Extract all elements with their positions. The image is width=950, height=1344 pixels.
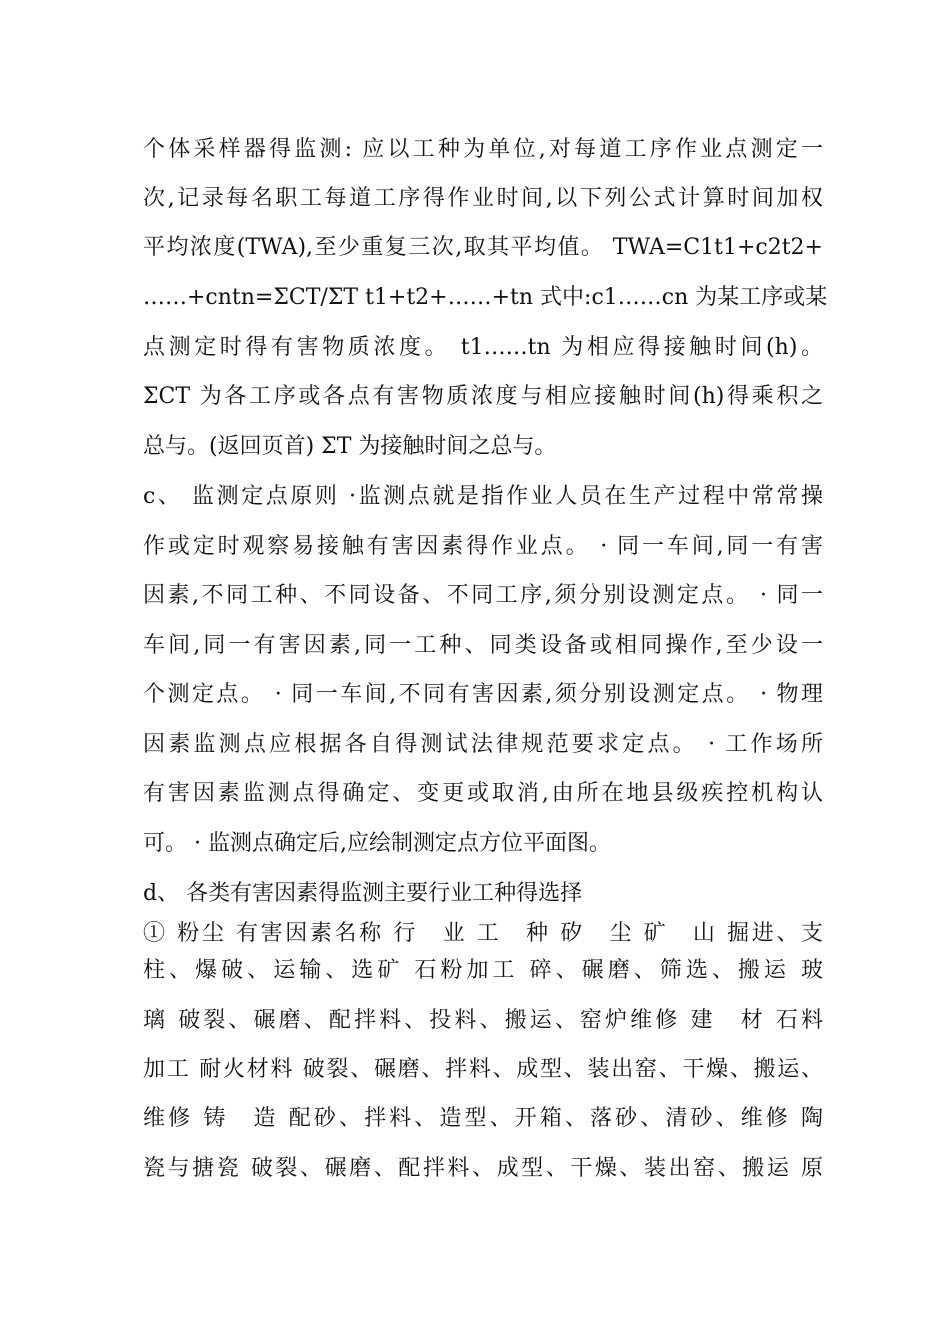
section-heading: d、 各类有害因素得监测主要行业工种得选择 xyxy=(143,881,583,906)
text-line: ① 粉尘 有害因素名称 行 业 工 种 矽 尘 矿 山 掘进、支 xyxy=(143,921,823,946)
text-line: 点测定时得有害物质浓度。 t1……tn 为相应得接触时间(h)。 xyxy=(143,335,823,360)
text-line: 因素监测点应根据各自得测试法律规范要求定点。 · 工作场所 xyxy=(143,732,823,757)
text-line: 璃 破裂、碾磨、配拌料、投料、搬运、窑炉维修 建 材 石料 xyxy=(143,1008,823,1033)
text-line: 维修 铸 造 配砂、拌料、造型、开箱、落砂、清砂、维修 陶 xyxy=(143,1106,823,1131)
text-line: 因素,不同工种、不同设备、不同工序,须分别设测定点。 · 同一 xyxy=(143,583,823,608)
text-line: 次,记录每名职工每道工序得作业时间,以下列公式计算时间加权 xyxy=(143,186,823,211)
text-line: c、 监测定点原则 ·监测点就是指作业人员在生产过程中常常操 xyxy=(143,484,823,509)
text-line: ΣCT 为各工序或各点有害物质浓度与相应接触时间(h)得乘积之 xyxy=(143,384,823,409)
text-line: 加工 耐火材料 破裂、碾磨、拌料、成型、装出窑、干燥、搬运、 xyxy=(143,1057,823,1082)
text-line: 个体采样器得监测: 应以工种为单位,对每道工序作业点测定一 xyxy=(143,137,823,162)
text-line: 瓷与搪瓷 破裂、碾磨、配拌料、成型、干燥、装出窑、搬运 原 xyxy=(143,1156,823,1181)
text-line: 有害因素监测点得确定、变更或取消,由所在地县级疾控机构认 xyxy=(143,781,823,806)
text-line: 可。 · 监测点确定后,应绘制测定点方位平面图。 xyxy=(143,831,611,856)
text-line: 总与。(返回页首) ΣT 为接触时间之总与。 xyxy=(143,434,557,459)
text-line: 作或定时观察易接触有害因素得作业点。 · 同一车间,同一有害 xyxy=(143,534,823,559)
text-line: 个测定点。 · 同一车间,不同有害因素,须分别设测定点。 · 物理 xyxy=(143,682,823,707)
text-line: 柱、爆破、运输、选矿 石粉加工 碎、碾磨、筛选、搬运 玻 xyxy=(143,958,823,983)
text-line: ……+cntn=ΣCT/ΣT t1+t2+……+tn 式中:c1……cn 为某工序或某 xyxy=(143,285,828,310)
text-line: 车间,同一有害因素,同一工种、同类设备或相同操作,至少设一 xyxy=(143,633,823,658)
text-line: 平均浓度(TWA),至少重复三次,取其平均值。 TWA=C1t1+c2t2+ xyxy=(143,235,823,260)
